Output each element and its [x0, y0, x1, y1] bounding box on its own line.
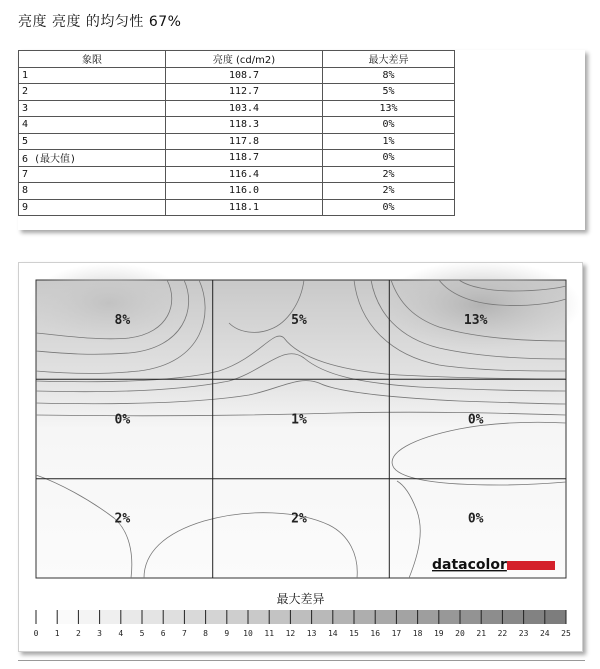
quadrant-4-label: 0% [114, 412, 131, 428]
scale-tick-label: 23 [518, 629, 529, 638]
scale-tick-label: 0 [33, 629, 39, 638]
scale-swatch [354, 610, 375, 624]
scale-tick-label: 13 [306, 629, 317, 638]
cell-max-diff: 2% [323, 166, 455, 183]
cell-luminance: 103.4 [166, 100, 323, 117]
quadrant-8-label: 2% [291, 511, 307, 527]
scale-swatch [142, 610, 163, 624]
table-row [19, 150, 455, 167]
quadrant-9-label: 0% [467, 511, 484, 527]
cell-quadrant: 4 [19, 117, 166, 134]
scale-tick-label: 18 [412, 629, 423, 638]
cell-max-diff: 8% [323, 67, 455, 84]
cell-max-diff: 13% [323, 100, 455, 117]
cell-quadrant: 5 [19, 133, 166, 150]
scale-tick-label: 5 [139, 629, 145, 638]
scale-swatch [290, 610, 311, 624]
cell-luminance: 118.1 [166, 199, 323, 216]
scale-tick-label: 25 [561, 629, 571, 638]
scale-swatch [312, 610, 333, 624]
table-row [19, 199, 455, 216]
table-row [19, 133, 455, 150]
scale-swatch [248, 610, 269, 624]
scale-tick-label: 20 [455, 629, 465, 638]
cell-quadrant: 2 [19, 84, 166, 101]
scale-tick-label: 17 [391, 629, 402, 638]
cell-quadrant: 7 [19, 166, 166, 183]
scale-tick-label: 4 [118, 629, 124, 638]
scale-tick-label: 16 [370, 629, 381, 638]
table-row [19, 117, 455, 134]
scale-swatch [100, 610, 121, 624]
quadrant-6-label: 0% [467, 412, 484, 428]
scale-tick-label: 14 [327, 629, 338, 638]
scale-swatch [524, 610, 545, 624]
scale-swatch [57, 610, 78, 624]
uniformity-plot-card [18, 262, 583, 652]
scale-tick-label: 10 [243, 629, 253, 638]
table-header-row [19, 51, 455, 68]
scale-tick-label: 8 [203, 629, 209, 638]
scale-tick-label: 22 [497, 629, 508, 638]
cell-luminance: 117.8 [166, 133, 323, 150]
scale-tick-label: 19 [433, 629, 444, 638]
table-row [19, 100, 455, 117]
scale-tick-label: 6 [160, 629, 166, 638]
scale-tick-label: 11 [264, 629, 275, 638]
cell-max-diff: 0% [323, 199, 455, 216]
table-row [19, 84, 455, 101]
scale-swatch [269, 610, 290, 624]
scale-tick-label: 7 [181, 629, 187, 638]
quadrant-3-label: 13% [463, 313, 488, 328]
cell-quadrant: 6 (最大值) [19, 150, 166, 167]
cell-max-diff: 0% [323, 117, 455, 134]
quadrant-5-label: 1% [291, 412, 307, 428]
scale-swatch [375, 610, 396, 624]
brand-bar [507, 561, 555, 570]
scale-swatch [184, 610, 205, 624]
scale-swatch [227, 610, 248, 624]
scale-swatch [206, 610, 227, 624]
hot-region-top-left [29, 263, 189, 343]
scale-tick-label: 15 [349, 629, 359, 638]
scale-swatch [481, 610, 502, 624]
cell-quadrant: 1 [19, 67, 166, 84]
table-body [19, 67, 455, 216]
cell-max-diff: 0% [323, 150, 455, 167]
scale-swatch [396, 610, 417, 624]
scale-swatch [36, 610, 57, 624]
table-row [19, 67, 455, 84]
cell-quadrant: 9 [19, 199, 166, 216]
table-row [19, 183, 455, 200]
scale-tick-label: 1 [54, 629, 60, 638]
uniformity-table [18, 50, 455, 216]
scale-tick-label: 3 [97, 629, 103, 638]
cell-max-diff: 5% [323, 84, 455, 101]
uniformity-table-card [18, 50, 585, 230]
scale-title: 最大差异 [276, 592, 325, 606]
scale-swatch [78, 610, 99, 624]
cell-quadrant: 8 [19, 183, 166, 200]
scale-tick-label: 24 [539, 629, 550, 638]
quadrant-1-label: 8% [114, 313, 131, 328]
cell-luminance: 112.7 [166, 84, 323, 101]
scale-swatch [545, 610, 566, 624]
cell-luminance: 116.0 [166, 183, 323, 200]
cell-quadrant: 3 [19, 100, 166, 117]
cell-max-diff: 1% [323, 133, 455, 150]
scale-swatch [121, 610, 142, 624]
column-header-max-diff: 最大差异 [323, 51, 455, 68]
cell-luminance: 118.7 [166, 150, 323, 167]
column-header-luminance: 亮度 (cd/m2) [166, 51, 323, 68]
cell-luminance: 108.7 [166, 67, 323, 84]
scale-swatch [163, 610, 184, 624]
scale-swatch [460, 610, 481, 624]
column-header-quadrant: 象限 [19, 51, 166, 68]
scale-tick-label: 2 [75, 629, 81, 638]
scale-swatch [418, 610, 439, 624]
cell-luminance: 118.3 [166, 117, 323, 134]
scale-tick-label: 21 [476, 629, 487, 638]
table-row [19, 166, 455, 183]
scale-swatch [502, 610, 523, 624]
scale-swatch [439, 610, 460, 624]
cell-max-diff: 2% [323, 183, 455, 200]
cell-luminance: 116.4 [166, 166, 323, 183]
page-title: 亮度 亮度 的均匀性 67% [18, 14, 182, 30]
quadrant-2-label: 5% [291, 313, 307, 328]
scale-tick-label: 9 [224, 629, 230, 638]
bottom-divider [18, 660, 585, 661]
scale-tick-label: 12 [285, 629, 296, 638]
difference-scale [34, 610, 571, 638]
brand-text: datacolor [432, 557, 507, 573]
scale-swatch [333, 610, 354, 624]
quadrant-7-label: 2% [114, 511, 131, 527]
